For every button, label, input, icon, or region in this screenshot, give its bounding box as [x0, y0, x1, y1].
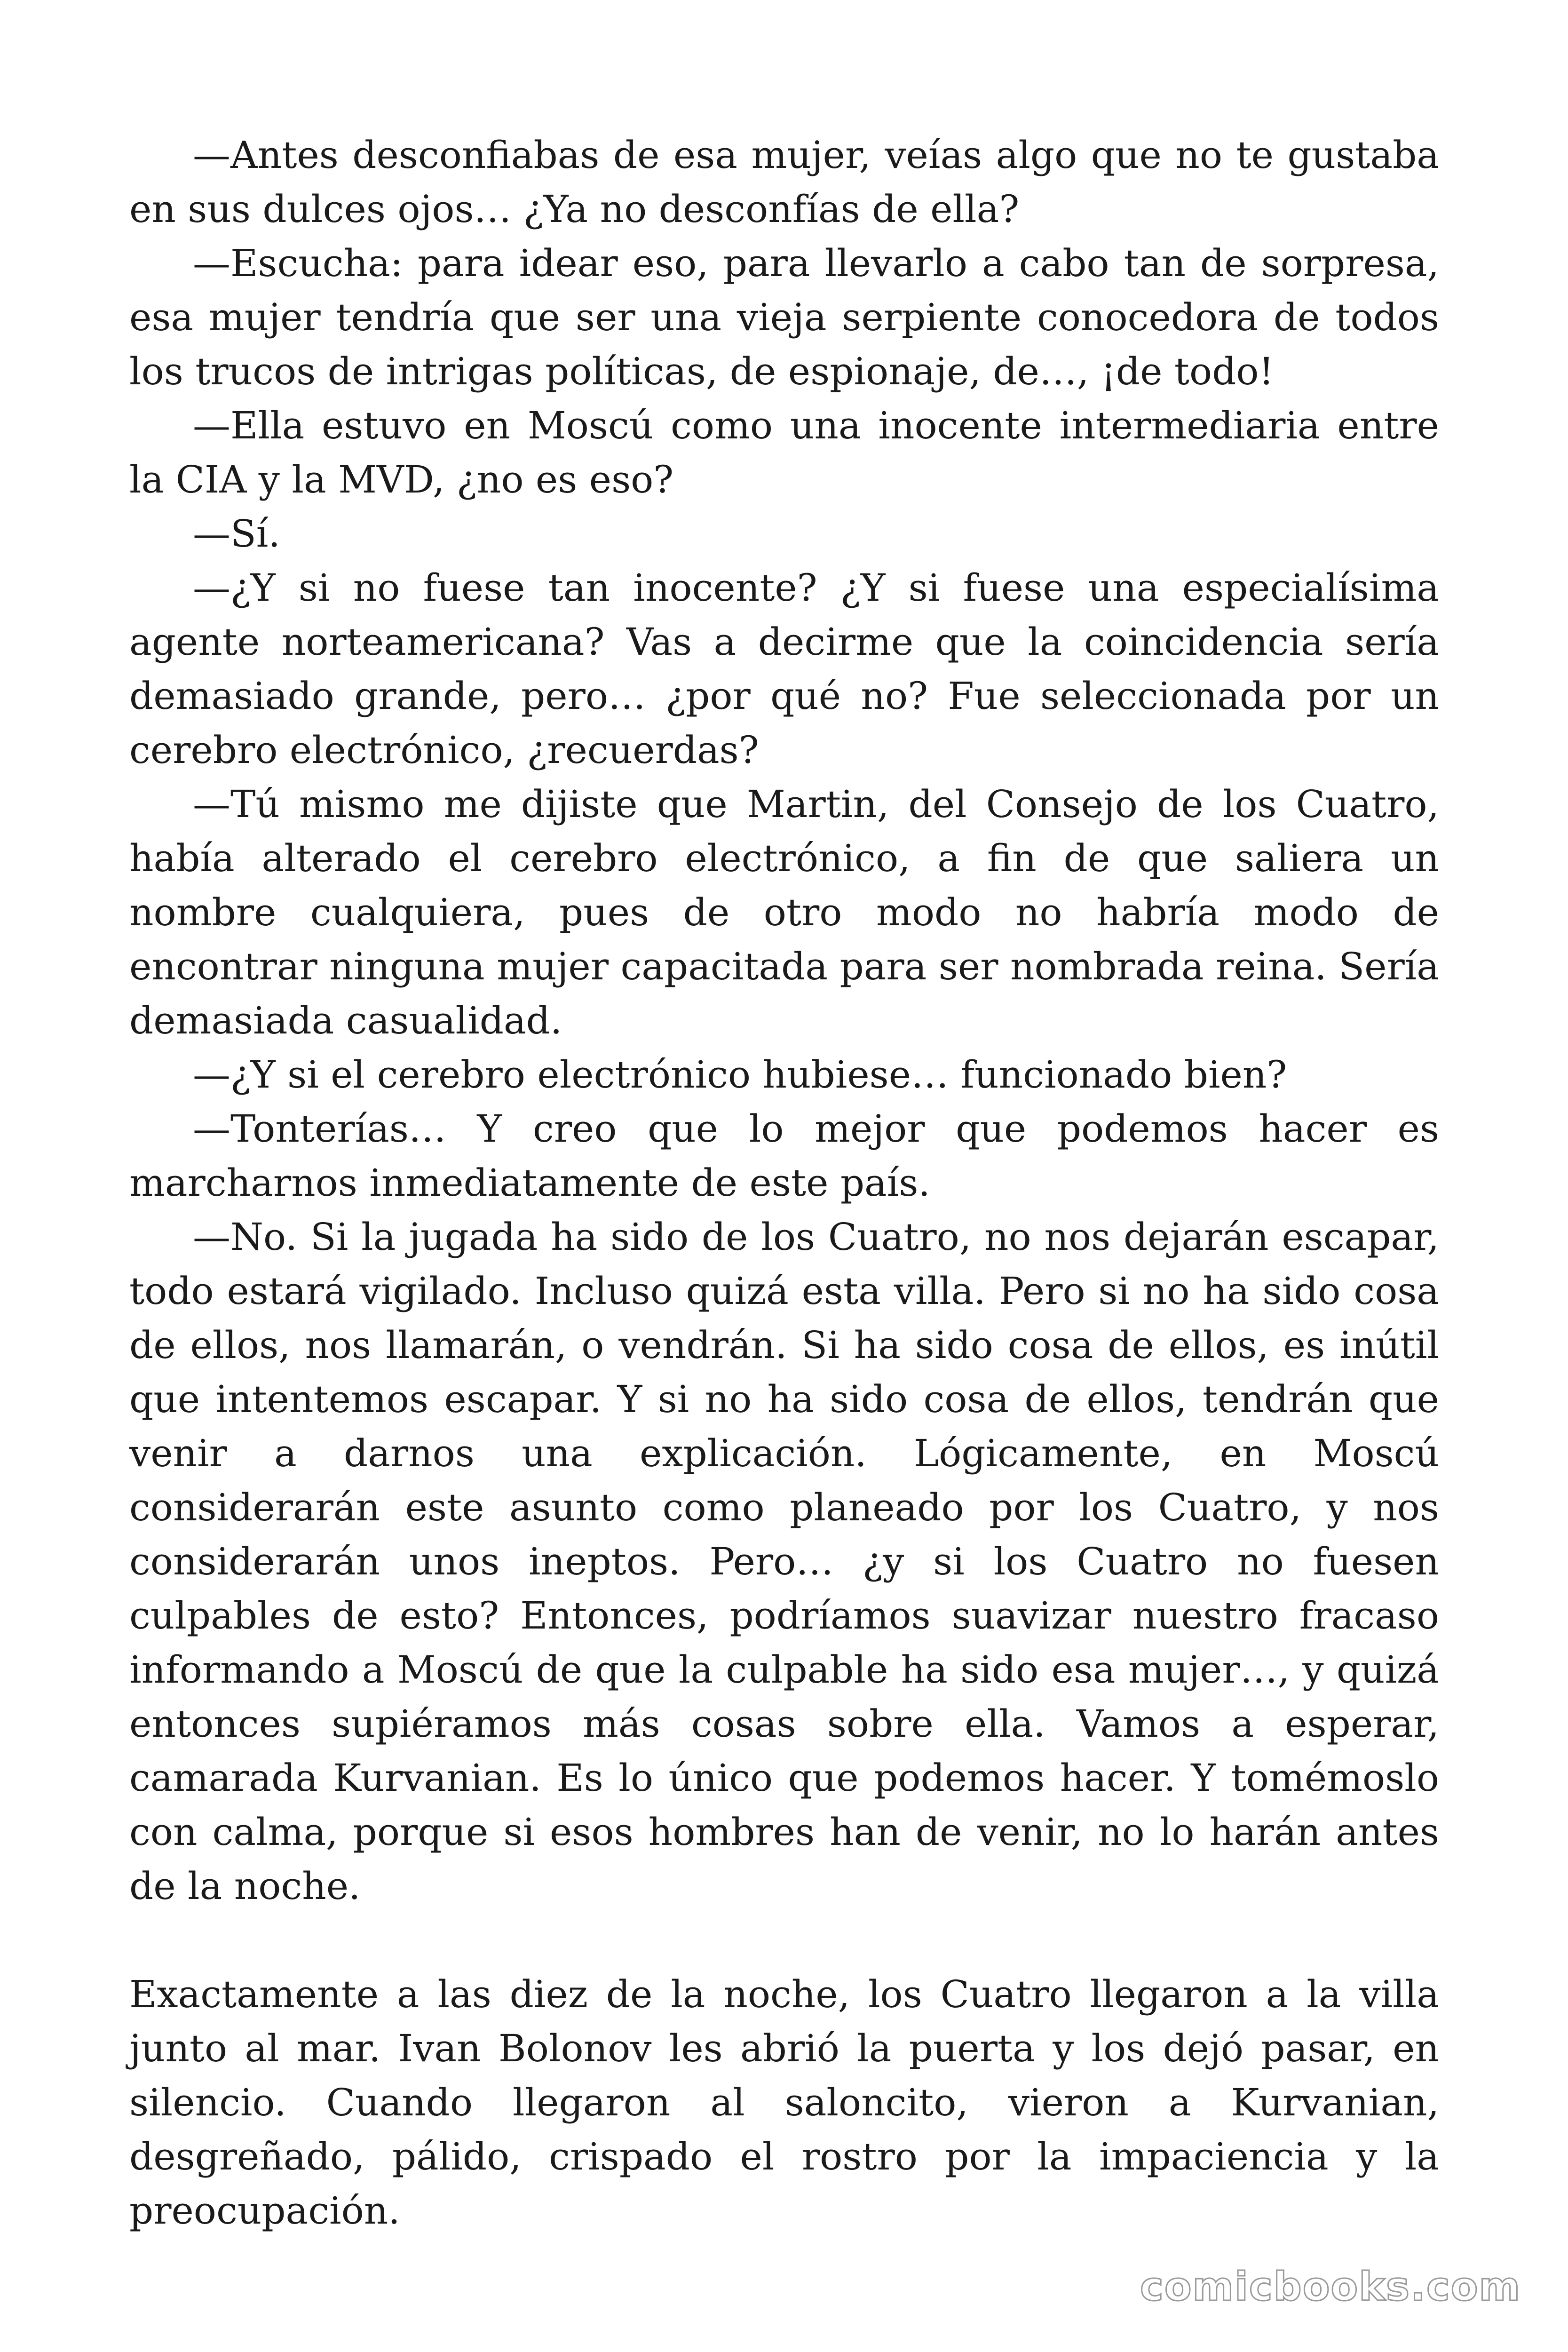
dialogue-paragraph: —No. Si la jugada ha sido de los Cuatro, no nos dejarán escapar, todo estará vigilado. Incluso quizá esta villa. Pero si no ha sido cosa de ellos, nos llamarán, o vendrán. Si ha sido cosa de ellos, es inútil que intentemos escapar. Y si no ha sido cosa de ellos, tendrán que venir a darnos una explicación. Lógicamente, en Moscú considerarán este asunto como planeado por los Cuatro, y nos considerarán unos ineptos. Pero… ¿y si los Cuatro no fuesen culpables de esto? Entonces, podríamos suavizar nuestro fracaso informando a Moscú de que la culpable ha sido esa mujer…, y quizá entonces supiéramos más cosas sobre ella. Vamos a esperar, camarada Kurvanian. Es lo único que podemos hacer. Y tomémoslo con calma, porque si esos hombres han de venir, no lo harán antes de la noche. [129, 1215, 1439, 1908]
dialogue-paragraph: —¿Y si no fuese tan inocente? ¿Y si fuese una especialísima agente norteamericana? Vas a decirme que la coincidencia sería demasiado grande, pero… ¿por qué no? Fue seleccionada por un cerebro electrónico, ¿recuerdas? [129, 566, 1439, 772]
dialogue-paragraph: —Sí. [193, 512, 280, 556]
page-text [129, 128, 1439, 2238]
dialogue-paragraph: —Tonterías… Y creo que lo mejor que podemos hacer es marcharnos inmediatamente de este país. [129, 1107, 1439, 1205]
dialogue-paragraph: —Ella estuvo en Moscú como una inocente intermediaria entre la CIA y la MVD, ¿no es eso? [129, 404, 1439, 501]
dialogue-paragraph: —Tú mismo me dijiste que Martin, del Consejo de los Cuatro, había alterado el cerebro electrónico, a fin de que saliera un nombre cualquiera, pues de otro modo no habría modo de encontrar ninguna mujer capacitada para ser nombrada reina. Sería demasiada casualidad. [129, 782, 1439, 1042]
dialogue-paragraph: —Antes desconfiabas de esa mujer, veías algo que no te gustaba en sus dulces ojos… ¿Ya no desconfías de ella? [129, 133, 1439, 231]
watermark: comicbooks.com [1140, 2264, 1521, 2310]
dialogue-paragraph: —Escucha: para idear eso, para llevarlo a cabo tan de sorpresa, esa mujer tendría que ser una vieja serpiente conocedora de todos los trucos de intrigas políticas, de espionaje, de…, ¡de todo! [129, 241, 1439, 393]
dialogue-paragraph: —¿Y si el cerebro electrónico hubiese… funcionado bien? [193, 1053, 1287, 1097]
section-paragraph: Exactamente a las diez de la noche, los Cuatro llegaron a la villa junto al mar. Ivan Bolonov les abrió la puerta y los dejó pasar, en silencio. Cuando llegaron al saloncito, vieron a Kurvanian, desgreñado, pálido, crispado el rostro por la impaciencia y la preocupación. [129, 1972, 1439, 2233]
